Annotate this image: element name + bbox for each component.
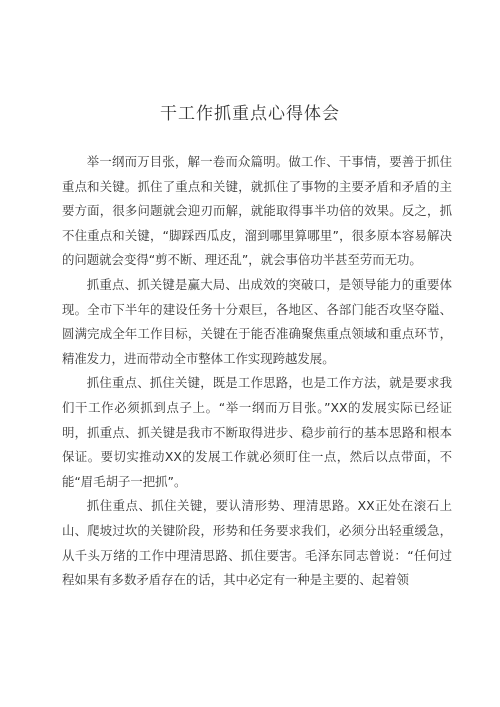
document-title: 干工作抓重点心得体会 bbox=[160, 104, 340, 124]
paragraph-3: 抓住重点、抓住关键，既是工作思路，也是工作方法，就是要求我们干工作必须抓到点子上。“举一纲而万目张。”XX的发展实际已经证明，抓重点、抓关键是我市不断取得进步、稳步前行的基本思路和根本保证。要切实推动XX的发展工作就必须盯住一点，然后以点带面，不能“眉毛胡子一把抓”。 bbox=[62, 375, 452, 489]
paragraph-2: 抓重点、抓关键是赢大局、出成效的突破口，是领导能力的重要体现。全市下半年的建设任务十分艰巨，各地区、各部门能否攻坚夺隘、圆满完成全年工作目标，关键在于能否准确聚焦重点领域和重点环节，精准发力，进而带动全市整体工作实现跨越发展。 bbox=[62, 276, 452, 366]
paragraph-1: 举一纲而万目张，解一卷而众篇明。做工作、干事情，要善于抓住重点和关键。抓住了重点和关键，就抓住了事物的主要矛盾和矛盾的主要方面，很多问题就会迎刃而解，就能取得事半功倍的效果。反之，抓不住重点和关键，“脚踩西瓜皮，溜到哪里算哪里”，很多原本容易解决的问题就会变得“剪不断、理还乱”，就会事倍功半甚至劳而无功。 bbox=[62, 154, 452, 268]
document-body bbox=[62, 150, 452, 593]
paragraph-4: 抓住重点、抓住关键，要认清形势、理清思路。XX正处在滚石上山、爬坡过坎的关键阶段，形势和任务要求我们，必须分出轻重缓急，从千头万绪的工作中理清思路、抓住要害。毛泽东同志曾说：“任何过程如果有多数矛盾存在的话，其中必定有一种是主要的、起着领 bbox=[62, 498, 452, 588]
